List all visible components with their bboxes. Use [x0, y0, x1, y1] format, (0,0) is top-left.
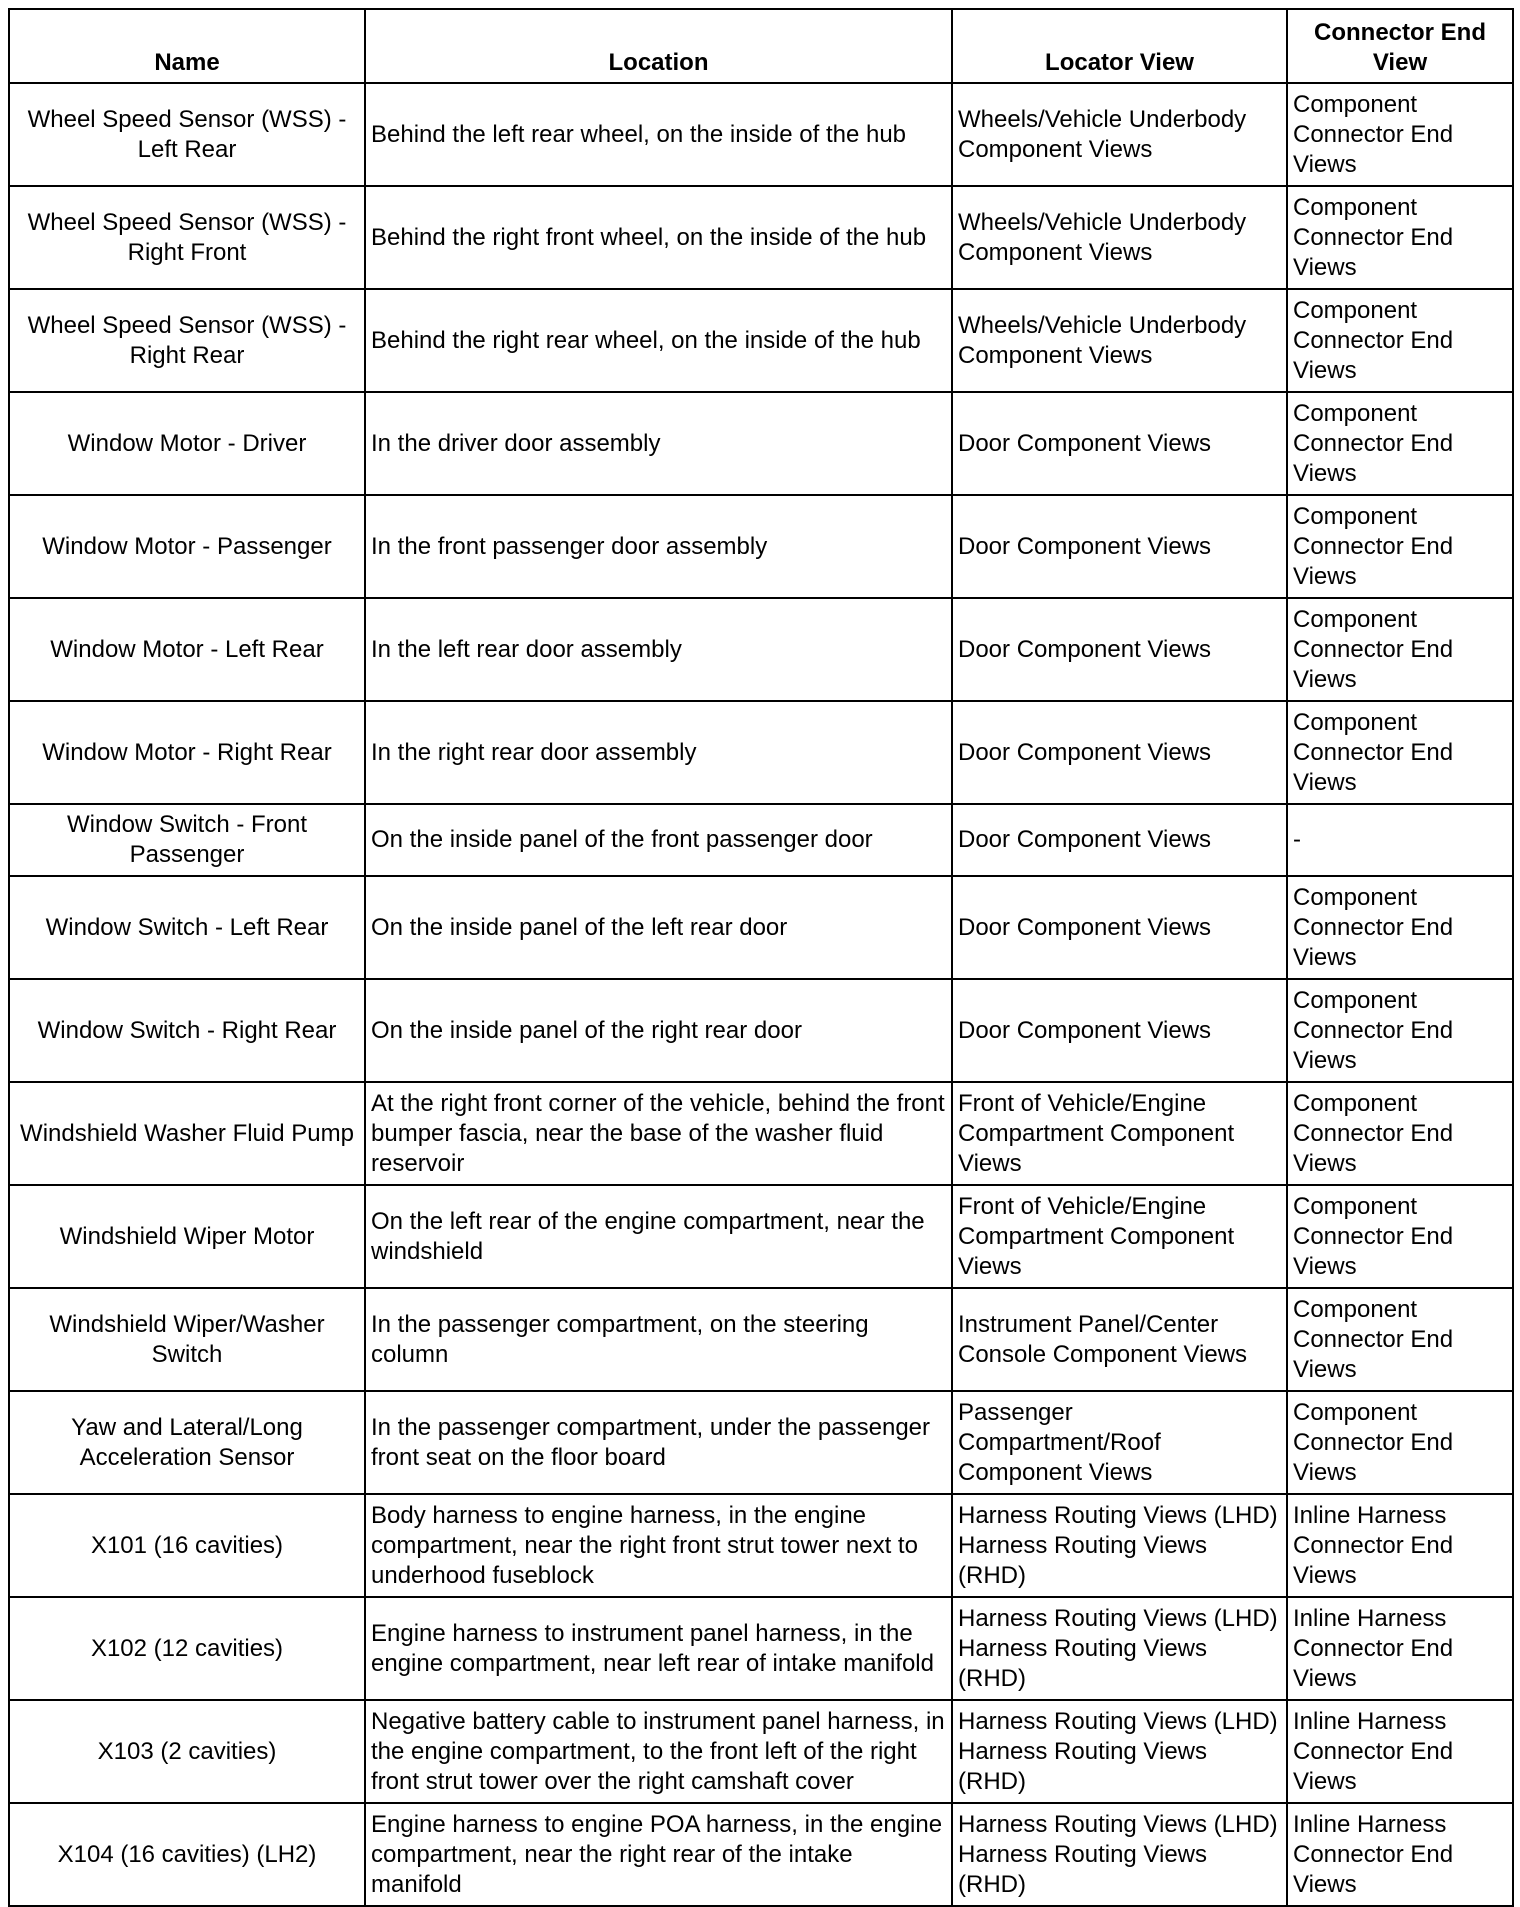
cell-locator-view: Door Component Views — [952, 804, 1287, 876]
cell-name: Windshield Washer Fluid Pump — [9, 1082, 365, 1185]
cell-location: At the right front corner of the vehicle, behind the front bumper fascia, near the base of the washer fluid reservoir — [365, 1082, 952, 1185]
cell-locator-view: Door Component Views — [952, 701, 1287, 804]
cell-connector-end-view: Component Connector End Views — [1287, 701, 1513, 804]
cell-location: On the left rear of the engine compartment, near the windshield — [365, 1185, 952, 1288]
cell-location: In the right rear door assembly — [365, 701, 952, 804]
cell-connector-end-view: Component Connector End Views — [1287, 186, 1513, 289]
cell-locator-view: Door Component Views — [952, 392, 1287, 495]
cell-locator-view: Wheels/Vehicle Underbody Component Views — [952, 289, 1287, 392]
cell-name: Window Switch - Right Rear — [9, 979, 365, 1082]
cell-name: Window Motor - Left Rear — [9, 598, 365, 701]
cell-connector-end-view: Component Connector End Views — [1287, 83, 1513, 186]
cell-name: X102 (12 cavities) — [9, 1597, 365, 1700]
cell-connector-end-view: Component Connector End Views — [1287, 979, 1513, 1082]
table-row — [9, 1597, 1513, 1700]
cell-name: Wheel Speed Sensor (WSS) - Left Rear — [9, 83, 365, 186]
cell-locator-view: Passenger Compartment/Roof Component Views — [952, 1391, 1287, 1494]
cell-connector-end-view: Inline Harness Connector End Views — [1287, 1803, 1513, 1906]
cell-connector-end-view: Component Connector End Views — [1287, 1288, 1513, 1391]
cell-locator-view: Wheels/Vehicle Underbody Component Views — [952, 186, 1287, 289]
cell-name: Window Motor - Passenger — [9, 495, 365, 598]
table-row — [9, 1391, 1513, 1494]
table-row — [9, 701, 1513, 804]
cell-name: Yaw and Lateral/Long Acceleration Sensor — [9, 1391, 365, 1494]
cell-name: Window Switch - Left Rear — [9, 876, 365, 979]
cell-locator-view: Wheels/Vehicle Underbody Component Views — [952, 83, 1287, 186]
cell-connector-end-view: Inline Harness Connector End Views — [1287, 1494, 1513, 1597]
cell-connector-end-view: Inline Harness Connector End Views — [1287, 1597, 1513, 1700]
cell-connector-end-view: Component Connector End Views — [1287, 1391, 1513, 1494]
cell-name: Wheel Speed Sensor (WSS) - Right Rear — [9, 289, 365, 392]
cell-locator-view: Harness Routing Views (LHD) Harness Routing Views (RHD) — [952, 1597, 1287, 1700]
cell-location: Engine harness to engine POA harness, in the engine compartment, near the right rear of the intake manifold — [365, 1803, 952, 1906]
table-row — [9, 1803, 1513, 1906]
cell-name: Window Switch - Front Passenger — [9, 804, 365, 876]
cell-connector-end-view: Component Connector End Views — [1287, 1185, 1513, 1288]
cell-location: In the left rear door assembly — [365, 598, 952, 701]
cell-location: Behind the right rear wheel, on the inside of the hub — [365, 289, 952, 392]
cell-location: Behind the right front wheel, on the inside of the hub — [365, 186, 952, 289]
table-row — [9, 1185, 1513, 1288]
cell-name: Wheel Speed Sensor (WSS) - Right Front — [9, 186, 365, 289]
table-row — [9, 289, 1513, 392]
cell-connector-end-view: Component Connector End Views — [1287, 1082, 1513, 1185]
cell-location: In the passenger compartment, under the passenger front seat on the floor board — [365, 1391, 952, 1494]
cell-locator-view: Door Component Views — [952, 495, 1287, 598]
cell-locator-view: Harness Routing Views (LHD) Harness Routing Views (RHD) — [952, 1803, 1287, 1906]
header-row — [9, 9, 1513, 83]
cell-locator-view: Front of Vehicle/Engine Compartment Component Views — [952, 1082, 1287, 1185]
cell-locator-view: Door Component Views — [952, 598, 1287, 701]
cell-location: Body harness to engine harness, in the engine compartment, near the right front strut tower next to underhood fuseblock — [365, 1494, 952, 1597]
cell-name: X103 (2 cavities) — [9, 1700, 365, 1803]
cell-location: On the inside panel of the right rear door — [365, 979, 952, 1082]
cell-connector-end-view: Component Connector End Views — [1287, 598, 1513, 701]
cell-locator-view: Door Component Views — [952, 979, 1287, 1082]
cell-location: In the passenger compartment, on the steering column — [365, 1288, 952, 1391]
table-row — [9, 495, 1513, 598]
column-header-location: Location — [365, 9, 952, 83]
cell-locator-view: Door Component Views — [952, 876, 1287, 979]
cell-connector-end-view: - — [1287, 804, 1513, 876]
table-row — [9, 83, 1513, 186]
cell-name: Window Motor - Right Rear — [9, 701, 365, 804]
cell-locator-view: Harness Routing Views (LHD) Harness Routing Views (RHD) — [952, 1494, 1287, 1597]
cell-name: Windshield Wiper/Washer Switch — [9, 1288, 365, 1391]
cell-connector-end-view: Component Connector End Views — [1287, 392, 1513, 495]
cell-location: In the front passenger door assembly — [365, 495, 952, 598]
column-header-connector-end-view: Connector End View — [1287, 9, 1513, 83]
table-row — [9, 1288, 1513, 1391]
cell-location: On the inside panel of the left rear door — [365, 876, 952, 979]
column-header-name: Name — [9, 9, 365, 83]
cell-connector-end-view: Inline Harness Connector End Views — [1287, 1700, 1513, 1803]
table-row — [9, 598, 1513, 701]
cell-name: X101 (16 cavities) — [9, 1494, 365, 1597]
cell-connector-end-view: Component Connector End Views — [1287, 495, 1513, 598]
cell-name: Window Motor - Driver — [9, 392, 365, 495]
table-row — [9, 1082, 1513, 1185]
component-locator-table — [8, 8, 1514, 1907]
cell-locator-view: Instrument Panel/Center Console Component Views — [952, 1288, 1287, 1391]
table-row — [9, 979, 1513, 1082]
cell-locator-view: Front of Vehicle/Engine Compartment Component Views — [952, 1185, 1287, 1288]
table-row — [9, 186, 1513, 289]
table-row — [9, 1700, 1513, 1803]
table-row — [9, 392, 1513, 495]
table-row — [9, 876, 1513, 979]
table-row — [9, 1494, 1513, 1597]
cell-locator-view: Harness Routing Views (LHD) Harness Routing Views (RHD) — [952, 1700, 1287, 1803]
cell-location: Engine harness to instrument panel harness, in the engine compartment, near left rear of intake manifold — [365, 1597, 952, 1700]
cell-location: Negative battery cable to instrument panel harness, in the engine compartment, to the front left of the right front strut tower over the right camshaft cover — [365, 1700, 952, 1803]
cell-connector-end-view: Component Connector End Views — [1287, 289, 1513, 392]
column-header-locator-view: Locator View — [952, 9, 1287, 83]
cell-name: X104 (16 cavities) (LH2) — [9, 1803, 365, 1906]
cell-name: Windshield Wiper Motor — [9, 1185, 365, 1288]
cell-location: In the driver door assembly — [365, 392, 952, 495]
cell-location: Behind the left rear wheel, on the inside of the hub — [365, 83, 952, 186]
cell-location: On the inside panel of the front passenger door — [365, 804, 952, 876]
table-row — [9, 804, 1513, 876]
cell-connector-end-view: Component Connector End Views — [1287, 876, 1513, 979]
